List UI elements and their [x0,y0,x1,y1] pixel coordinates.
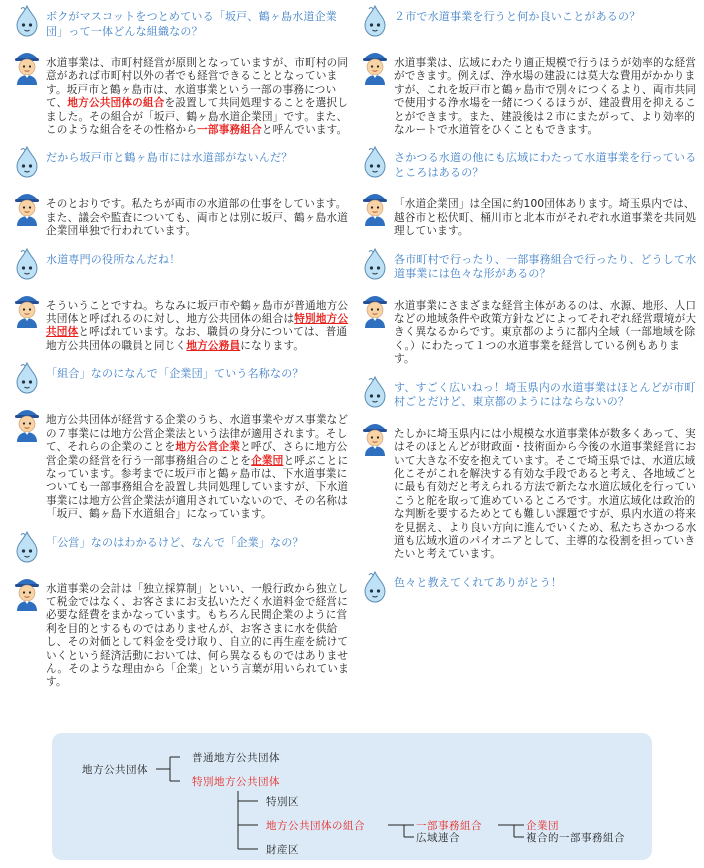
answer-fragment: になります。 [240,339,305,352]
question-text: だから坂戸市と鶴ヶ島市には水道部がないんだ？ [46,151,293,165]
highlighted-term: 企業団 [251,454,284,467]
answer-row [360,290,698,367]
staff-icon [360,290,390,331]
highlighted-term: 地方公務員 [186,339,241,352]
answer-text [394,188,698,238]
question-row [360,145,698,182]
answer-fragment: 水道事業は、市町村経営が原則となっていますが、市町村の同意があれば市町村以外の者でも経営できることとなっています。坂戸市と鶴ヶ島市は、水道事業という一部の事務について、 [46,57,349,110]
question-row [12,145,350,182]
question-row [360,4,698,41]
answer-fragment: 地方公共団体が経営する企業のうち、水道事業やガス事業などの７事業には地方公営企業法という法律が適用されます。そして、それらの企業のことを [46,414,349,454]
mascot-icon [12,361,42,398]
answer-fragment: 「水道企業団」は全国に約100団体あります。埼玉県内では、越谷市と松伏町、桶川市と北本市がそれぞれ水道事業を共同処理しています。 [394,198,697,238]
answer-text [394,418,698,562]
diagram-property-district: 財産区 [266,844,299,856]
answer-row [360,418,698,562]
question-text: 色々と教えてくれてありがとう！ [394,575,562,589]
answer-fragment: そのとおりです。私たちが両市の水道部の仕事をしています。また、議会や監査についても、両市とは別に坂戸、鶴ヶ島水道企業団単独で行われています。 [46,198,349,238]
answer-fragment: と呼ばれています。なお、職員の身分については、普通地方公共団体の職員と同じく [46,326,348,352]
answer-fragment: たしかに埼玉県内には小規模な水道事業体が数多くあって、実はそのほとんどが財政面・技術面から今後の水道事業経営において大きな不安を抱えています。そこで埼玉県では、水道広域化こそがこれを解決する有効な手段であると考え、各地域ごとに最も有効だと考えられる方法で新たな水道広域化を行っていこうと舵を取って進めているところです。水道広域化は政治的な判断を要するためとても難しい課題ですが、県内水道の将来を見据え、より良い方向に進んでいくため、私たちさかつる水道も広域水道のパイオニアとして、主導的な役割を担っていきたいと考えています。 [394,427,697,561]
question-text: 各市町村で行ったり、一部事務組合で行ったり、どうして水道事業には色々な形があるの？ [394,252,697,281]
highlighted-term: 一部事務組合 [197,124,262,137]
mascot-icon [12,4,42,41]
answer-text [394,47,698,137]
question-row [360,247,698,284]
question-text: 「組合」なのになんで「企業団」ていう名称なの？ [46,367,304,381]
staff-icon [12,188,42,229]
answer-text [46,573,350,690]
answer-row [12,573,350,690]
question-text: ２市で水道事業を行うと何か良いことがあるの？ [394,10,641,23]
mascot-icon [360,4,390,41]
question-text: 「公営」なのはわかるけど、なんで「企業」なの？ [46,535,304,549]
mascot-icon [360,145,390,182]
mascot-icon [360,375,390,412]
left-column [12,4,350,698]
question-row [12,530,350,567]
answer-row [360,188,698,238]
answer-fragment: 水道事業にさまざまな経営主体があるのは、水源、地形、人口などの地域条件や政策方針などによってそれぞれ経営環境が大きく異なるからです。東京都のように都内全域（一部地域を除く。）にわたって１つの水道事業を経営している例もあります。 [394,299,697,366]
organization-diagram [52,733,652,860]
mascot-icon [360,570,390,607]
mascot-icon [12,530,42,567]
answer-row [12,47,350,137]
highlighted-term: 特別地方公共団体 [46,313,349,339]
right-column [360,4,698,613]
mascot-icon [12,145,42,182]
diagram-union: 地方公共団体の組合 [266,820,365,832]
diagram-wide-area-union: 広域連合 [416,832,460,844]
answer-text [394,290,698,367]
answer-row [360,47,698,137]
answer-row [12,188,350,238]
highlighted-term: 地方公営企業 [175,441,241,454]
question-row [12,4,350,41]
question-row [12,247,350,284]
question-text: 水道専門の役所なんだね！ [46,252,181,266]
diagram-partial-union: 一部事務組合 [416,820,482,832]
mascot-icon [360,247,390,284]
answer-row [12,290,350,354]
diagram-composite-union: 複合的一部事務組合 [526,832,625,844]
staff-icon [360,47,390,88]
answer-fragment: そういうことですね。ちなみに坂戸市や鶴ヶ島市が普通地方公共団体と呼ばれるのに対し、地方公共団体の組合は [46,299,349,326]
question-text: ボクがマスコットをつとめている「坂戸、鶴ヶ島水道企業団」って一体どんな組織なの？ [46,10,337,38]
answer-fragment: を設置して共同処理することを選択しました。その組合が「坂戸、鶴ヶ島水道企業団」です。また、このような組合をその性格から [46,97,349,137]
diagram-special-district: 特別区 [266,796,299,808]
staff-icon [12,290,42,331]
staff-icon [12,404,42,445]
mascot-icon [12,247,42,284]
diagram-ordinary: 普通地方公共団体 [192,752,280,764]
staff-icon [360,418,390,459]
question-row [360,570,698,607]
question-row [12,361,350,398]
answer-fragment: と呼び、さらに地方公営企業の経営を行う一部事務組合のことを [46,441,348,467]
answer-fragment: 水道事業の会計は「独立採算制」といい、一般行政から独立して税金ではなく、お客さまにお支払いただく水道料金で経営に必要な経費をまかなっています。もちろん民間企業のように営利を目的とするものではありませんが、お客さまに水を供給し、その対価として料金を受け取り、自立的に再生産を続けていくという経済活動においては、何ら異なるものではありません。そのような理由から「企業」という言葉が用いられています。 [46,582,349,689]
staff-icon [12,573,42,614]
answer-text [46,290,350,354]
staff-icon [12,47,42,88]
answer-text [46,404,350,521]
answer-fragment: 水道事業は、広域にわたり適正規模で行うほうが効率的な経営ができます。例えば、浄水場の建設には莫大な費用がかかりますが、これを坂戸市と鶴ヶ島市で別々につくるより、両市共同で使用する浄水場を一緒につくるほうが、建設費用を抑えることができます。また、建設後は２市にまたがって、より効率的なルートで水道管をひくこともできます。 [394,57,697,137]
diagram-root: 地方公共団体 [82,764,148,776]
diagram-enterprise: 企業団 [526,820,559,832]
answer-text [46,188,350,238]
question-text: す、すごく広いねっ！埼玉県内の水道事業はほとんどが市町村ごとだけど、東京都のようにはならないの？ [394,380,696,409]
answer-row [12,404,350,521]
highlighted-term: 地方公共団体の組合 [67,97,165,110]
diagram-special: 特別地方公共団体 [192,776,280,788]
answer-text [46,47,350,137]
answer-fragment: と呼ぶことになっています。参考までに坂戸市と鶴ヶ島市は、下水道事業についても一部事務組合を設置し共同処理していますが、下水道事業には地方公営企業法が適用されていないので、その名称は「坂戸、鶴ヶ島下水道組合」になっています。 [46,454,349,521]
answer-fragment: と呼んでいます。 [261,124,348,137]
question-text: さかつる水道の他にも広域にわたって水道事業を行っているところはあるの？ [394,151,697,179]
staff-icon [360,188,390,229]
question-row [360,375,698,412]
